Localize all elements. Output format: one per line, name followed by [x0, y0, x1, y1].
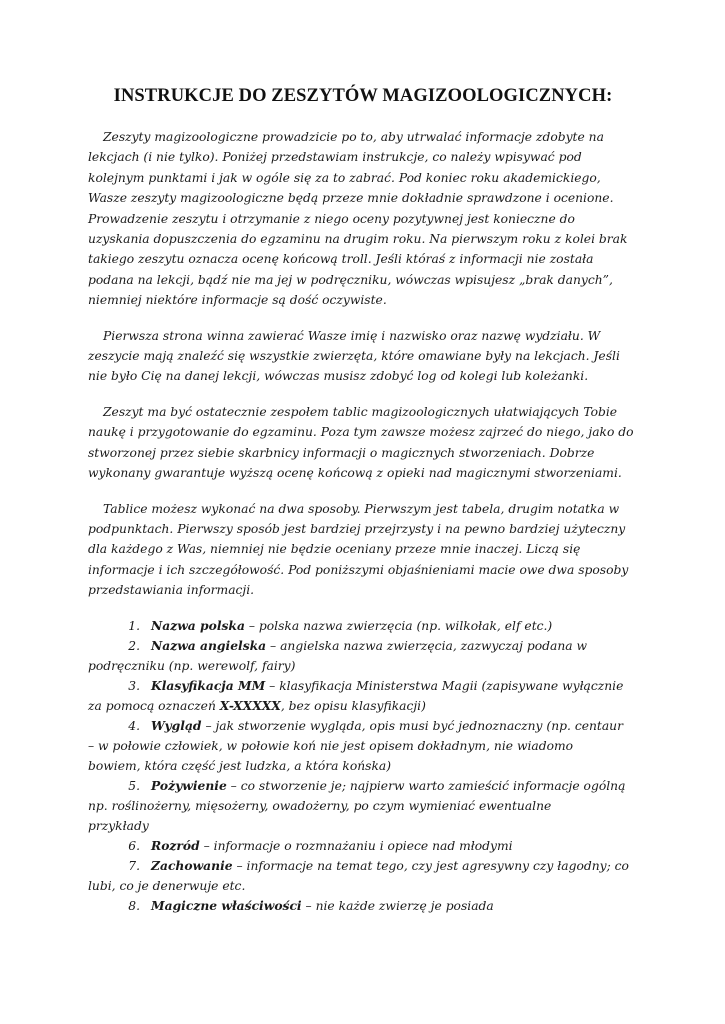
document-page — [88, 86, 638, 916]
list-item: 2. Nazwa angielska – angielska nazwa zwierzęcia, zazwyczaj podana w podręczniku (np. werewolf, fairy) — [88, 637, 587, 673]
item-term: Klasyfikacja MM — [151, 677, 266, 693]
paragraph-purpose: Zeszyt ma być ostatecznie zespołem tablic magizoologicznych ułatwiających Tobie naukę i przygotowanie do egzaminu. Poza tym zawsze możesz zajrzeć do niego, jako do stworzonej przez siebie skarbnicy informacji o magicznych stworzeniach. Dobrze wykonany gwarantuje wyższą ocenę końcową z opieki nad magicznymi stworzeniami. — [88, 404, 634, 481]
instruction-list — [88, 616, 638, 916]
paragraph-methods: Tablice możesz wykonać na dwa sposoby. Pierwszym jest tabela, drugim notatka w podpunktach. Pierwszy sposób jest bardziej przejrzysty i na pewno bardziej użyteczny dla każdego z Was, niemniej nie będzie oceniany przeze mnie inaczej. Liczą się informacje i ich szczegółowość. Pod poniższymi objaśnieniami macie owe dwa sposoby przedstawiania informacji. — [88, 501, 629, 598]
list-item: 7. Zachowanie – informacje na temat tego, czy jest agresywny czy łagodny; co lubi, co je denerwuje etc. — [88, 857, 629, 893]
item-term: Nazwa polska — [151, 617, 245, 633]
item-term: Nazwa angielska — [151, 637, 267, 653]
paragraph-intro: Zeszyty magizoologiczne prowadzicie po to, aby utrwalać informacje zdobyte na lekcjach (i nie tylko). Poniżej przedstawiam instrukcje, co należy wpisywać pod kolejnym punktami i jak w ogóle się za to zabrać. Pod koniec roku akademickiego, Wasze zeszyty magizoologiczne będą przeze mnie dokładnie sprawdzone i ocenione. Prowadzenie zeszytu i otrzymanie z niego oceny pozytywnej jest konieczne do uzyskania dopuszczenia do egzaminu na drugim roku. Na pierwszym roku z kolei brak takiego zeszytu oznacza ocenę końcową troll. Jeśli któraś z informacji nie została podana na lekcji, bądź nie ma jej w podręczniku, wówczas wpisujesz „brak danych”, niemniej niektóre informacje są dość oczywiste. — [88, 130, 628, 308]
item-term: Magiczne właściwości — [151, 897, 302, 913]
item-term: Wygląd — [151, 717, 202, 733]
list-item: 4. Wygląd – jak stworzenie wygląda, opis musi być jednoznaczny (np. centaur – w połowie człowiek, w połowie koń nie jest opisem dokładnym, nie wiadomo bowiem, która część jest ludzka, a która końska) — [88, 717, 623, 773]
list-item: 8. Magiczne właściwości – nie każde zwierzę je posiada — [128, 897, 494, 913]
list-item: 6. Rozród – informacje o rozmnażaniu i opiece nad młodymi — [128, 837, 513, 853]
list-item: 5. Pożywienie – co stworzenie je; najpierw warto zamieścić informacje ogólną np. roślinożerny, mięsożerny, owadożerny, po czym wymieniać ewentualne przykłady — [88, 777, 626, 833]
document-title: INSTRUKCJE DO ZESZYTÓW MAGIZOOLOGICZNYCH: — [113, 86, 613, 106]
list-item: 1. Nazwa polska – polska nazwa zwierzęcia (np. wilkołak, elf etc.) — [128, 617, 553, 633]
classification-code: X-XXXXX — [219, 697, 281, 713]
item-term: Zachowanie — [151, 857, 233, 873]
item-term: Pożywienie — [151, 777, 227, 793]
item-term: Rozród — [151, 837, 200, 853]
paragraph-first-page: Pierwsza strona winna zawierać Wasze imię i nazwisko oraz nazwę wydziału. W zeszycie mają znaleźć się wszystkie zwierzęta, które omawiane były na lekcjach. Jeśli nie było Cię na danej lekcji, wówczas musisz zdobyć log od kolegi lub koleżanki. — [88, 328, 620, 384]
list-item: 3. Klasyfikacja MM – klasyfikacja Ministerstwa Magii (zapisywane wyłącznie za pomocą oznaczeń X-XXXXX, bez opisu klasyfikacji) — [88, 677, 624, 713]
